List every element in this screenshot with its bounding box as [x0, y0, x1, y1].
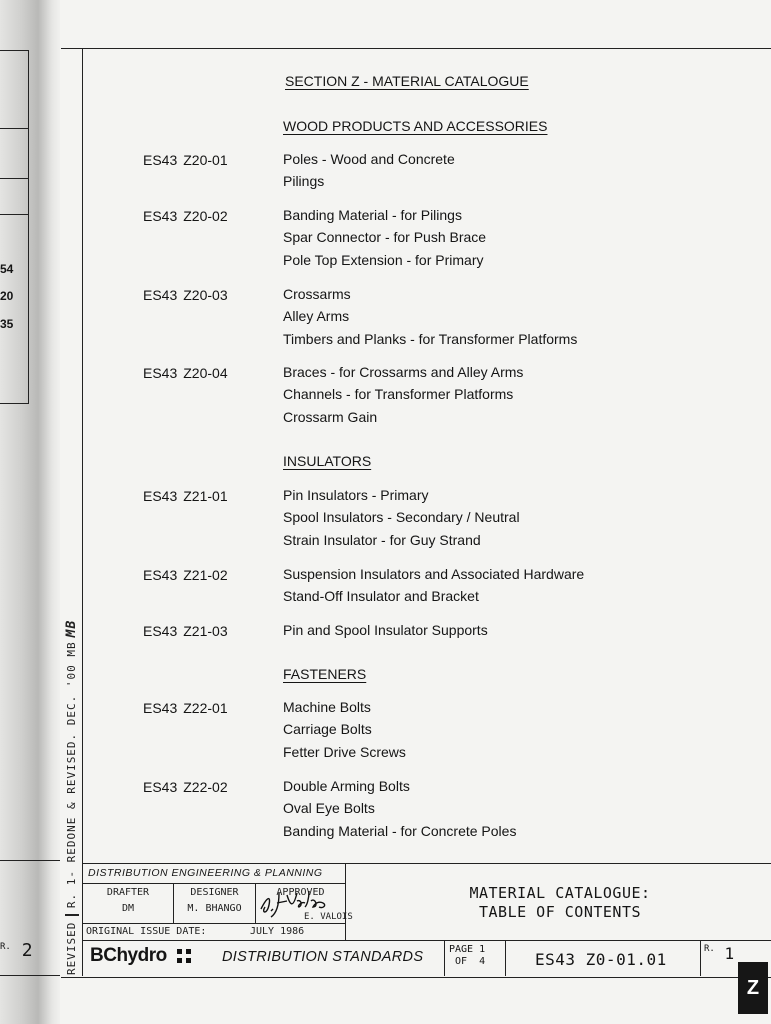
previous-page-number: 54	[0, 262, 14, 276]
title-block-rule	[82, 940, 771, 941]
title-block-rule	[700, 940, 701, 976]
catalogue-code: ES43 Z20-01	[143, 152, 228, 168]
approved-label: APPROVED	[276, 887, 325, 898]
approved-value: E. VALOIS	[304, 912, 353, 922]
revised-label: REVISED	[65, 921, 78, 975]
catalogue-code: ES43 Z21-02	[143, 567, 228, 583]
previous-page-box	[0, 50, 29, 404]
catalogue-code: ES43 Z20-03	[143, 287, 228, 303]
catalogue-code: ES43 Z21-03	[143, 623, 228, 639]
title-block-rule	[444, 940, 445, 976]
document-title: MATERIAL CATALOGUE: TABLE OF CONTENTS	[469, 884, 651, 921]
previous-page-number: 35	[0, 317, 14, 331]
catalogue-items: Pin and Spool Insulator Supports	[283, 622, 488, 638]
distribution-standards-label: DISTRIBUTION STANDARDS	[222, 949, 424, 965]
catalogue-code: ES43 Z20-02	[143, 208, 228, 224]
revision-sidebar	[61, 585, 82, 975]
designer-value: M. BHANGO	[187, 903, 242, 914]
sidebar-divider	[82, 48, 83, 976]
page-indicator: PAGE 1 OF 4	[449, 944, 486, 967]
title-block-rule	[345, 863, 346, 940]
drafter-label: DRAFTER	[106, 887, 150, 898]
title-block-rule	[505, 940, 506, 976]
catalogue-items: Machine Bolts Carriage Bolts Fetter Drive Screws	[283, 699, 406, 760]
drafter-value: DM	[121, 903, 135, 914]
section-title: SECTION Z - MATERIAL CATALOGUE	[285, 73, 529, 89]
catalogue-items: Poles - Wood and Concrete Pilings	[283, 151, 455, 190]
previous-page-rule	[0, 214, 28, 215]
title-block-rule	[82, 883, 345, 884]
revision-note: R. 1- REDONE & REVISED. DEC. '00 MB	[65, 641, 78, 909]
previous-page-revision: $^{R.}$ 2	[0, 940, 33, 961]
document-number: ES43 Z0-01.01	[535, 950, 667, 969]
bchydro-mark-icon	[177, 949, 191, 963]
catalogue-code: ES43 Z22-01	[143, 700, 228, 716]
group-heading: FASTENERS	[283, 666, 367, 682]
previous-page-number: 20	[0, 289, 14, 303]
previous-page-rule	[0, 860, 60, 861]
previous-page-rule	[0, 975, 60, 976]
previous-page-rule	[0, 178, 28, 179]
catalogue-items: Suspension Insulators and Associated Hardware Stand-Off Insulator and Bracket	[283, 566, 585, 605]
department-label: DISTRIBUTION ENGINEERING & PLANNING	[88, 867, 323, 879]
catalogue-items: Banding Material - for Pilings Spar Connector - for Push Brace Pole Top Extension - for Primary	[283, 207, 487, 268]
catalogue-items: Double Arming Bolts Oval Eye Bolts Banding Material - for Concrete Poles	[283, 778, 517, 839]
catalogue-code: ES43 Z21-01	[143, 488, 228, 504]
catalogue-code: ES43 Z20-04	[143, 365, 228, 381]
group-heading: WOOD PRODUCTS AND ACCESSORIES	[283, 118, 548, 134]
previous-page-rule	[0, 128, 28, 129]
catalogue-items: Pin Insulators - Primary Spool Insulators - Secondary / Neutral Strain Insulator - for Guy Strand	[283, 487, 520, 548]
designer-label: DESIGNER	[190, 887, 239, 898]
catalogue-items: Braces - for Crossarms and Alley Arms Channels - for Transformer Platforms Crossarm Gain	[283, 364, 524, 425]
catalogue-items: Crossarms Alley Arms Timbers and Planks - for Transformer Platforms	[283, 286, 578, 347]
issue-date-value: JULY 1986	[250, 926, 305, 937]
revision-initials: MB	[64, 619, 79, 638]
revision-number: $^{R.}$ 1	[704, 944, 735, 963]
title-block-rule	[82, 863, 771, 864]
bchydro-logo: BChydro	[90, 945, 191, 967]
approver-signature	[257, 887, 353, 922]
title-block-rule	[82, 923, 345, 924]
section-tab: Z	[738, 962, 768, 1014]
group-heading: INSULATORS	[283, 453, 372, 469]
catalogue-code: ES43 Z22-02	[143, 779, 228, 795]
issue-date-label: ORIGINAL ISSUE DATE:	[86, 926, 207, 937]
